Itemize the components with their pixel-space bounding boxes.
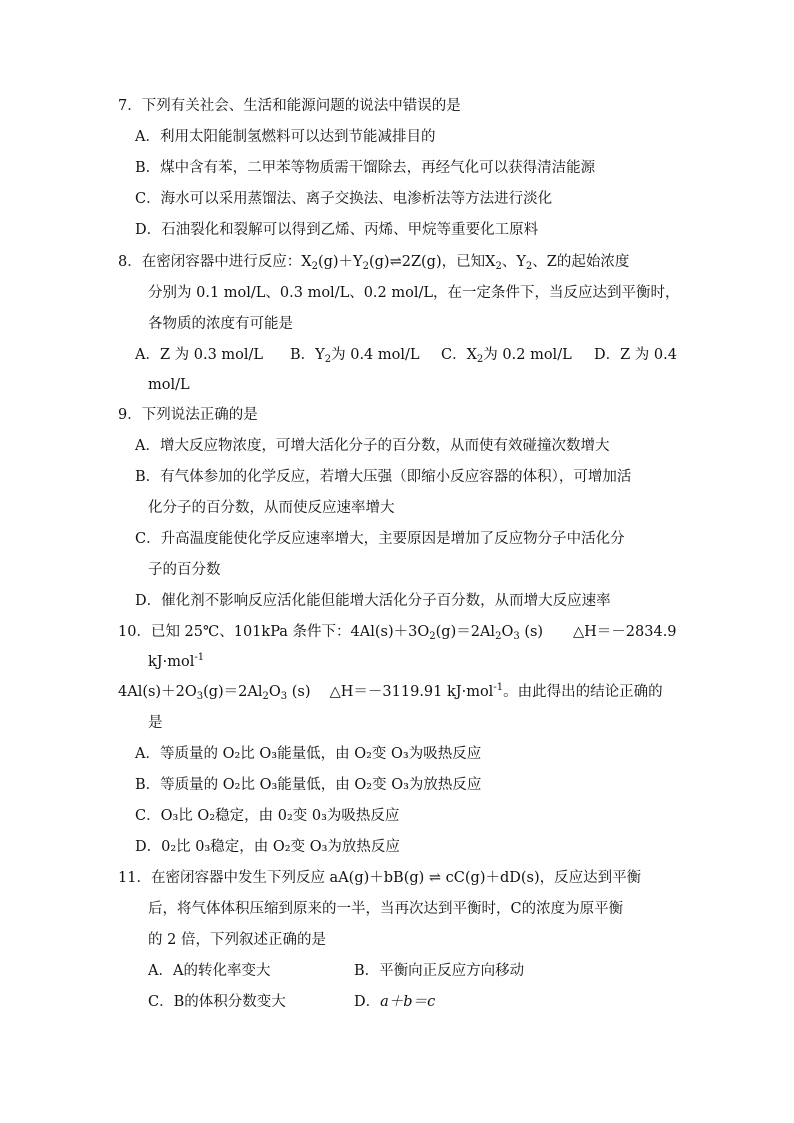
q8-stem-line2: 分别为 0.1 mol/L、0.3 mol/L、0.2 mol/L，在一定条件下，当反应达到平衡时， [148,285,680,301]
q7-stem: 7．下列有关社会、生活和能源问题的说法中错误的是 [118,98,461,114]
q10-equation-2: $4Al(s)+2O_3(g)=2Al_2O_3$ (s) △H＝－3119.91 kJ·mol$^{-1}$。由此得出的结论正确的 [118,682,663,702]
q11-option-a: A．A的转化率变大 [148,963,271,979]
q10-option-d: D．0₂比 0₃稳定，由 O₂变 O₃为放热反应 [135,839,400,855]
q11-stem-line3: 的 2 倍，下列叙述正确的是 [148,932,326,948]
q11-stem: 11．在密闭容器中发生下列反应 aA(g)＋bB(g) ⇌ cC(g)＋dD(s)，反应达到平衡 [118,870,642,886]
q11-option-b: B．平衡向正反应方向移动 [354,963,525,979]
q10-option-c: C．O₃比 O₂稳定，由 0₂变 0₃为吸热反应 [135,808,400,824]
q7-option-b: B．煤中含有苯，二甲苯等物质需干馏除去，再经气化可以获得清洁能源 [135,160,596,176]
q8-option-c: C．$X_2$为 0.2 mol/L [441,347,572,365]
q7-option-d: D．石油裂化和裂解可以得到乙烯、丙烯、甲烷等重要化工原料 [135,222,539,238]
q10-option-b: B．等质量的 O₂比 O₃能量低，由 O₂变 O₃为放热反应 [135,777,482,793]
q10-unit1: kJ·mol$^{-1}$ [148,652,205,670]
q8-option-b: B．$Y_2$为 0.4 mol/L [290,347,420,365]
q9-option-c: C．升高温度能使化学反应速率增大，主要原因是增加了反应物分子中活化分 [135,531,625,547]
q10-stem: 10．已知 25℃、101kPa 条件下：$4Al(s)+3O_2(g)=2Al_2O_3$ (s) [118,624,544,642]
q10-delta-h1: △H＝－2834.9 [573,624,677,640]
q9-option-b: B．有气体参加的化学反应，若增大压强（即缩小反应容器的体积），可增加活 [135,469,632,485]
q8-stem-line3: 各物质的浓度有可能是 [148,316,293,332]
q8-option-d: D．Z 为 0.4 [594,347,677,363]
q10-stem-cont: 是 [148,715,163,731]
q10-option-a: A．等质量的 O₂比 O₃能量低，由 O₂变 O₃为吸热反应 [135,746,482,762]
q7-option-a: A．利用太阳能制氢燃料可以达到节能减排目的 [135,129,436,145]
q11-option-c: C．B的体积分数变大 [148,994,286,1010]
q9-option-a: A．增大反应物浓度，可增大活化分子的百分数，从而使有效碰撞次数增大 [135,438,610,454]
q11-option-d: D．a＋b＝c [354,994,436,1010]
q7-option-c: C．海水可以采用蒸馏法、离子交换法、电渗析法等方法进行淡化 [135,191,553,207]
q9-option-b-cont: 化分子的百分数，从而使反应速率增大 [148,500,395,516]
q8-stem: 8．在密闭容器中进行反应：$X_2(g)+Y_2(g)\rightleftharpoons 2Z(g)$，已知$X_2$、$Y_2$、Z的起始浓度 [118,254,630,272]
q11-stem-line2: 后，将气体体积压缩到原来的一半，当再次达到平衡时，C的浓度为原平衡 [148,901,624,917]
q8-option-d-cont: mol/L [148,377,190,393]
q9-option-c-cont: 子的百分数 [148,562,221,578]
q9-stem: 9．下列说法正确的是 [118,407,258,423]
q9-option-d: D．催化剂不影响反应活化能但能增大活化分子百分数，从而增大反应速率 [135,593,611,609]
q8-option-a: A．Z 为 0.3 mol/L [135,347,264,363]
